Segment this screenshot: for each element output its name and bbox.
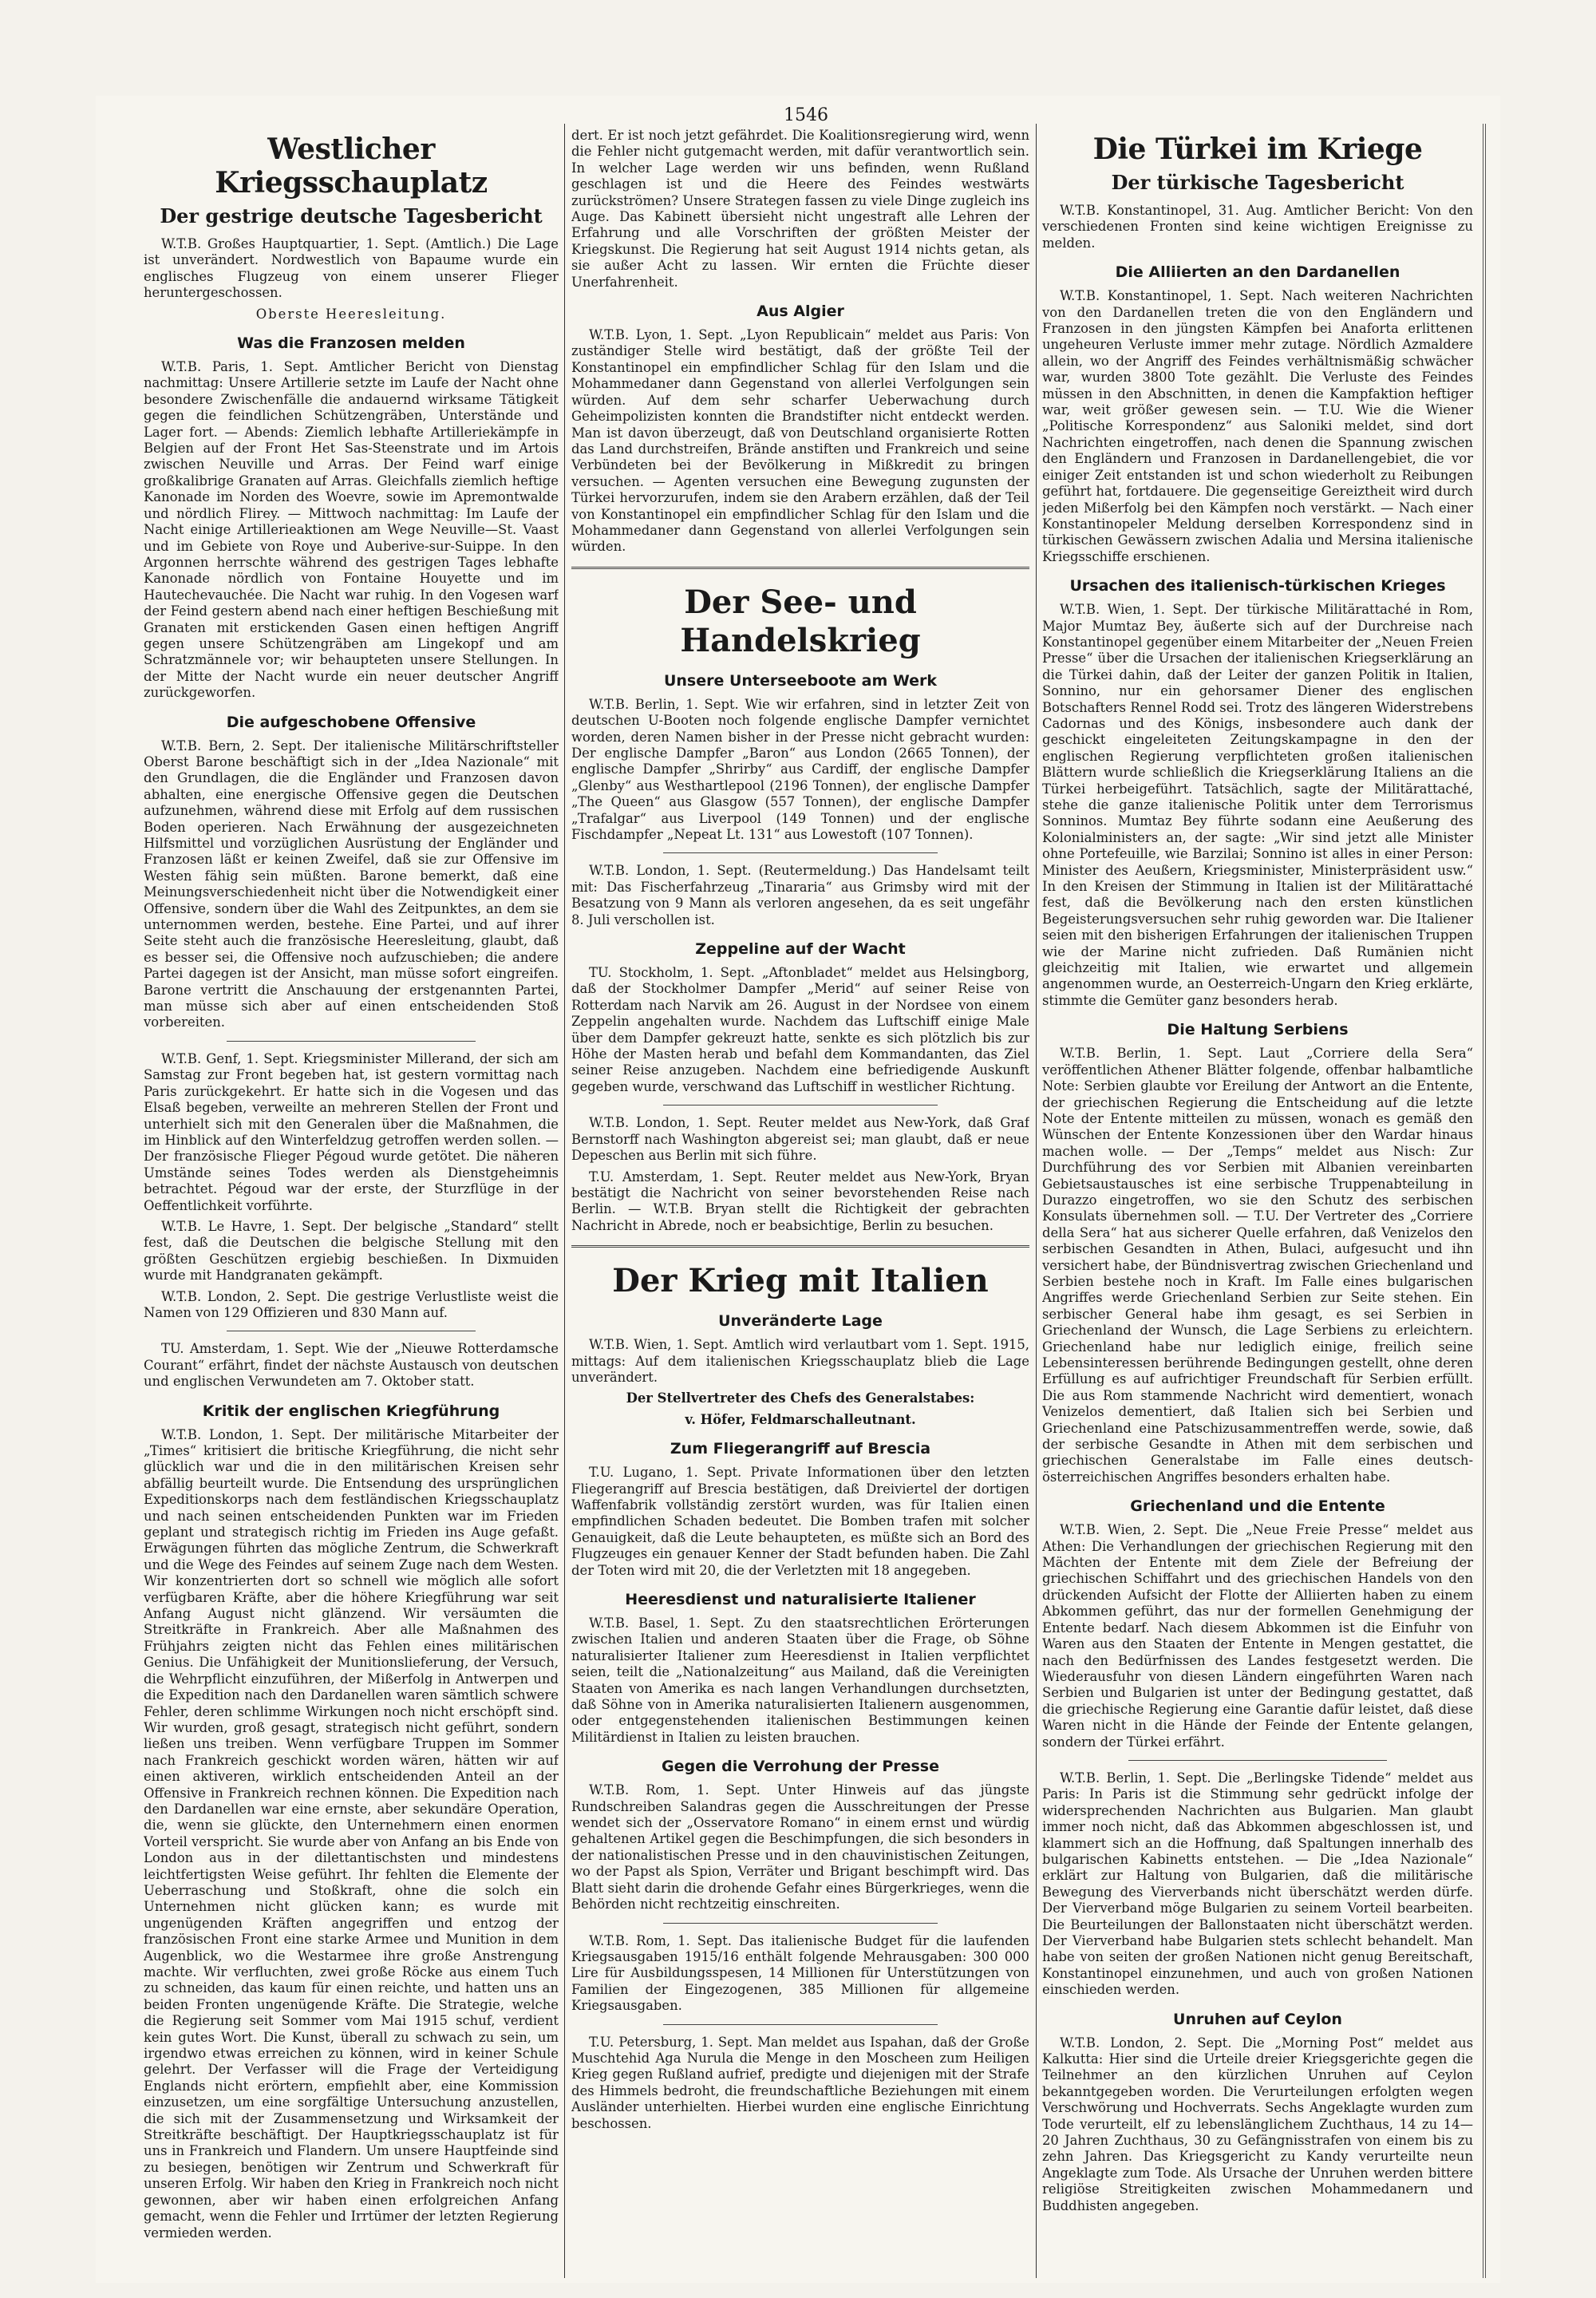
section-title: Der See- und Handelskrieg — [680, 583, 921, 659]
article-text: dert. Er ist noch jetzt gefährdet. Die Koalitionsregierung wird, wenn die Fehler nicht gutgemacht werden, mit dafür verantwortlich sein. In welcher Lage werden wir uns befinden, wenn Rußland geschlagen ist und die Heere des Feindes westwärts zurückströmen? Unsere Strategen fassen zu viele Dinge zugleich ins Auge. Das Kabinett übersieht nicht ungestraft alle Lehren der Erfahrung und alle Vorschriften der größten Meister der Kriegskunst. Die Regierung hat seit August 1914 nichts getan, als sie außer Acht zu lassen. Wir ernten die Früchte dieser Unerfahrenheit. — [571, 128, 1029, 290]
column-rule — [564, 124, 565, 2278]
article-title: Die aufgeschobene Offensive — [226, 713, 476, 731]
article-text: W.T.B. Rom, 1. Sept. Unter Hinweis auf das jüngste Rundschreiben Salandras gegen die Ausschreitungen der Presse wendet sich der „Osservatore Romano“ in einem ernst und würdig gehaltenen Artikel gegen die Beschimpfungen, die sich besonders in der nationalistischen Presse und in den chauvinistischen Zeitungen, wo der Papst als Spion, Verräter und Brigant beschimpft wird. Das Blatt sieht darin die drohende Gefahr eines Bürgerkrieges, wenn die Behörden nicht rechtzeitig einschreiten. — [571, 1782, 1029, 1912]
article-text: W.T.B. London, 1. Sept. (Reutermeldung.) Das Handelsamt teilt mit: Das Fischerfahrzeug „Tinararia“ aus Grimsby wird mit der Besatzung von 9 Mann als verloren angesehen, da es seit ungefähr 8. Juli verschollen ist. — [571, 863, 1029, 928]
article-title: Die Alliierten an den Dardanellen — [1115, 263, 1400, 282]
article-text: W.T.B. Bern, 2. Sept. Der italienische Militärschriftsteller Oberst Barone beschäftigt sich in der „Idea Nazionale“ mit den Grundlagen, die die Engländer und Franzosen davon abhalten, eine energische Offensive gegen die Deutschen aufzunehmen, während diese mit Erfolg auf dem russischen Boden operieren. Nach Erwähnung der ausgezeichneten Hilfsmittel und vorzüglichen Ausrüstung der Engländer und Franzosen läßt er keinen Zweifel, daß sie zur Offensive im Westen fähig sein müßten. Barone bemerkt, daß eine Meinungsverschiedenheit nicht über die Notwendigkeit einer Offensive, sondern über die Wahl des Zeitpunktes, an dem sie unternommen werden, bestehe. Eine Partei, und auf ihrer Seite steht auch die französische Heeresleitung, glaubt, daß es besser sei, die Offensive noch aufzuschieben; die andere Partei dagegen ist der Ansicht, man müsse sofort eingreifen. Barone vertritt die Anschauung der erstgenannten Partei, man müsse sich aber auf einen entscheidenden Stoß vorbereiten. — [144, 738, 559, 1030]
section-subtitle: Der gestrige deutsche Tagesbericht — [160, 204, 543, 227]
article-text: W.T.B. Basel, 1. Sept. Zu den staatsrechtlichen Erörterungen zwischen Italien und anderen Staaten über die Frage, ob Söhne naturalisierter Italiener zum Heeresdienst in Italien verpflichtet seien, teilt die „Nationalzeitung“ aus Mailand, daß die Vereinigten Staaten von Amerika es nach langen Verhandlungen durchsetzten, daß Söhne von in Amerika naturalisierten Italienern ausgenommen, oder entgegenstehenden italienischen Bestimmungen keinen Militärdienst in Italien zu leisten brauchen. — [571, 1616, 1029, 1745]
article-text: W.T.B. Großes Hauptquartier, 1. Sept. (Amtlich.) Die Lage ist unverändert. Nordwestlich von Bapaume wurde ein englisches Flugzeug von einem unserer Flieger heruntergeschossen. — [144, 236, 559, 301]
article-text: W.T.B. Berlin, 1. Sept. Die „Berlingske Tidende“ meldet aus Paris: In Paris ist die Stimmung sehr gedrückt infolge der widersprechenden Nachrichten aus Bulgarien. Man glaubt immer noch nicht, daß das Abkommen abgeschlossen ist, und klammert sich an die Hoffnung, daß Spaltungen innerhalb des bulgarischen Kabinetts entstehen. — Die „Idea Nazionale“ erklärt zur Haltung von Bulgarien, daß die militärische Bewegung des Vierverbands nicht überschätzt werden dürfe. Der Vierverband möge Bulgarien zu seinem Vorteil bearbeiten. Die Beurteilungen der Ballonstaaten nicht überschätzt werden. Der Vierverband habe Bulgarien stets schlecht behandelt. Man habe von seiten der großen Nationen nicht genug Bereitschaft, Konstantinopel einzunehmen, und auch von großen Nationen einschieden werden. — [1042, 1770, 1473, 1998]
article-text: W.T.B. Genf, 1. Sept. Kriegsminister Millerand, der sich am Samstag zur Front begeben hat, ist gestern vormittag nach Paris zurückgekehrt. Er hatte sich in die Vogesen und das Elsaß begeben, verweilte an mehreren Stellen der Front und unterhielt sich mit den Generalen über die Maßnahmen, die im Hinblick auf den Winterfeldzug getroffen werden sollen. — Der französische Flieger Pégoud wurde getötet. Die näheren Umstände seines Todes werden als Dienstgeheimnis betrachtet. Pégoud war der erste, der Sturzflüge in der Oeffentlichkeit vorführte. — [144, 1050, 559, 1213]
divider — [663, 852, 938, 853]
article-text: W.T.B. Berlin, 1. Sept. Laut „Corriere della Sera“ veröffentlichen Athener Blätter folgende, offenbar halbamtliche Note: Serbien glaubte vor Ereilung der Antwort an die Entente, der griechischen Regierung die Entscheidung auf die letzte Note der Entente mitteilen zu müssen, wonach es gemäß den Wünschen der Entente Konzessionen über den Wardar hinaus machen wolle. — Der „Temps“ meldet aus Nisch: Zur Durchführung des vor Serbien mit Albanien vereinbarten Gebietsaustausches ist eine serbische Truppenabteilung in Durazzo eingetroffen, wo sie den Schutz des serbischen Konsulats übernehmen soll. — T.U. Der Vertreter des „Corriere della Sera“ hat aus sicherer Quelle erfahren, daß Venizelos den serbischen Gesandten in Athen, Bulaci, aufgesucht und ihn versichert habe, der Bündnisvertrag zwischen Griechenland und Serbien bestehe noch in Kraft. Im Falle eines bulgarischen Angriffes werde Griechenland Serbien zur Seite stehen. Ein serbischer General habe ihm gesagt, es sei Serbien in Griechenland der Wunsch, die Lage Serbiens zu erleichtern. Griechenland habe nur lediglich einige, freilich seine Lebensinteressen berührende Bedingungen gestellt, ohne deren Erfüllung es auf aufrichtiger Freundschaft für Serbien erfüllt. Die aus Rom stammende Nachricht wird dementiert, wonach Venizelos dementiert, daß Italien sich bei Serbien und Griechenland eine Patschizusammentreffen werde, sowie, daß der serbische Gesandte in Athen mit dem serbischen und griechischen Generalstabe im Falle eines deutsch-österreichischen Angriffes besonders erhalten habe. — [1042, 1046, 1473, 1485]
article-text: W.T.B. London, 1. Sept. Der militärische Mitarbeiter der „Times“ kritisiert die britische Kriegführung, die nicht sehr glücklich war und die in den militärischen Kreisen sehr abfällig beurteilt wurde. Die Entsendung des ursprünglichen Expeditionskorps nach dem festländischen Kriegsschauplatz und nach seinen entscheidenden Punkten war im Frieden geplant und strategisch richtig im Frieden ins Auge gefaßt. Erwägungen führten das mögliche Zentrum, die Schwerkraft und die Wege des Feindes auf seinem Zuge nach dem Westen. Wir konzentrierten dort so schnell wie möglich alle sofort verfügbaren Kräfte, aber die höhere Kriegführung war seit Anfang August nicht glänzend. Wir versäumten die Streitkräfte in Frankreich. Aber alle Maßnahmen des Frühjahrs zeigten nicht das Fehlen eines militärischen Genius. Die Unfähigkeit der Munitionslieferung, der Versuch, die Wehrpflicht einzuführen, der Mißerfolg in Antwerpen und die Expedition nach den Dardanellen waren sämtlich schwere Fehler, deren schlimme Wirkungen noch nicht erschöpft sind. Wir wurden, groß gesagt, strategisch nicht geführt, sondern ließen uns treiben. Wenn verfügbare Truppen im Sommer nach Frankreich geschickt worden wären, hätten wir auf einen aktiveren, wirklich entscheidenden Anteil an der Offensive in Frankreich rechnen können. Die Expedition nach den Dardanellen war eine ernste, aber sekundäre Operation, die, wenn sie glückte, den Unternehmern einen enormen Vorteil verspricht. Sie wurde aber von Anfang an bis Ende von London aus in der dilettantischsten und mindestens leichtfertigsten Weise geführt. Ihr fehlten die Elemente der Ueberraschung und Stoßkraft, ohne die solch ein Unternehmen nicht glücken kann; es wurde mit ungenügenden Kräften angegriffen und entzog der französischen Front eine starke Armee und Munition in dem Augenblick, wo die Westarmee ihre große Anstrengung machte. Wir verfluchten, zwei große Röcke aus einem Tuch zu schneiden, das kaum für einen reichte, und hatten uns an beiden Fronten ungenügende Kräfte. Die Strategie, welche die Regierung seit Sommer vom Mai 1915 schuf, verdient kein gutes Wort. Die Kunst, überall zu schwach zu sein, um irgendwo etwas erreichen zu können, wird in keiner Schule gelehrt. Der Verfasser will die Frage der Verteidigung Englands nicht erörtern, empfiehlt aber, eine Kommission einzusetzen, um eine sorgfältige Untersuchung anzustellen, die sich mit der Zusammensetzung und Wirksamkeit der Streitkräfte beschäftigt. Der Hauptkriegsschauplatz ist für uns in Frankreich und Flandern. Um unsere Hauptfeinde sind zu besiegen, benötigen wir Zentrum und Schwerkraft für unseren Erfolg. Wir haben den Krieg in Frankreich noch nicht gewonnen, aber wir haben einen erfolgreichen Anfang gemacht, wenn die Fehler und Irrtümer der letzten Regierung vermieden werden. — [144, 1426, 559, 2241]
article-title: Kritik der englischen Kriegführung — [202, 1402, 500, 1420]
page-number: 1546 — [784, 105, 828, 125]
article-text: W.T.B. Wien, 1. Sept. Der türkische Militärattaché in Rom, Major Mumtaz Bey, äußerte sich auf der Durchreise nach Konstantinopel gegenüber einem Mitarbeiter der „Neuen Freien Presse“ über die Ursachen der italienischen Kriegserklärung an die Türkei dahin, daß der Leiter der ganzen Politik in Italien, Sonnino, nur ein gehorsamer Diener des englischen Botschafters Rennel Rodd sei. Trotz des längeren Widerstrebens Cadornas und des Königs, insbesondere auch dank der geschickt eingeleiteten Zeitungskampagne in den der englischen Regierung verpflichteten großen italienischen Blättern wurde schließlich die Kriegserklärung Italiens an die Türkei herbeigeführt. Tatsächlich, sagte der Militärattaché, stehe die ganze italienische Politik unter dem Terrorismus Sonninos. Mumtaz Bey führte sodann eine Aeußerung des Kolonialministers an, der sagte: „Wir sind jetzt alle Minister ohne Portefeuille, wie Barzilai; Sonnino ist alles in einer Person: Minister des Aeußern, Kriegsminister, Ministerpräsident usw.“ In den Kreisen der Stimmung in Italien ist der Militärattaché fest, daß die Bevölkerung nach den ersten künstlichen Begeisterungsversuchen sehr ruhig geworden war. Die Italiener seien mit den bisherigen Erfahrungen der italienischen Truppen wie der Marine nicht zufrieden. Daß Rumänien nicht gleichzeitig mit Italien, wie erwartet und allgemein angenommen wurde, an Oesterreich-Ungarn den Krieg erklärte, stimmte die Gemüter ganz besonders herab. — [1042, 602, 1473, 1008]
article-title: Aus Algier — [757, 303, 844, 321]
article-title: Ursachen des italienisch-türkischen Krieges — [1069, 577, 1446, 595]
divider — [663, 1923, 938, 1924]
article-title: Die Haltung Serbiens — [1167, 1021, 1349, 1039]
page-edge-rule — [1483, 124, 1486, 2278]
article-text: W.T.B. Konstantinopel, 31. Aug. Amtlicher Bericht: Von den verschiedenen Fronten sind keine wichtigen Ereignisse zu melden. — [1042, 203, 1473, 251]
divider — [571, 1245, 1029, 1248]
article-text: TU. Amsterdam, 1. Sept. Wie der „Nieuwe Rotterdamsche Courant“ erfährt, findet der nächste Austausch von deutschen und englischen Verwundeten am 7. Oktober statt. — [144, 1341, 559, 1390]
article-title: Zum Fliegerangriff auf Brescia — [670, 1440, 931, 1458]
divider — [571, 567, 1029, 569]
article-text: T.U. Petersburg, 1. Sept. Man meldet aus Ispahan, daß der Große Muschtehid Aga Nurula die Menge in den Moscheen zum Heiligen Krieg gegen Rußland aufrief, predigte und diejenigen mit der Strafe des Himmels bedroht, die freundschaftliche Beziehungen mit einem Ausländer unterhielten. Hierbei wurden eine englische Einrichtung beschossen. — [571, 2034, 1029, 2131]
section-subtitle: Unveränderte Lage — [718, 1312, 883, 1331]
column-left — [144, 128, 559, 2274]
article-text: W.T.B. Wien, 1. Sept. Amtlich wird verlautbart vom 1. Sept. 1915, mittags: Auf dem italienischen Kriegsschauplatz blieb die Lage unverändert. — [571, 1337, 1029, 1385]
article-text: W.T.B. Wien, 2. Sept. Die „Neue Freie Presse“ meldet aus Athen: Die Verhandlungen der griechischen Regierung mit den Mächten der Entente mit dem Ziele der Befreiung der griechischen Schiffahrt und des griechischen Handels von den drückenden Aufsicht der Flotte der Alliierten haben zu einem Abkommen geführt, das nur der formellen Genehmigung der Entente bedarf. Nach diesem Abkommen ist die Einfuhr von Waren aus den Staaten der Entente in Mengen gestattet, die nach den Bedürfnissen des Landes festgesetzt werden. Die Wiederausfuhr von diesen Ländern eingeführten Waren nach Serbien und Bulgarien ist unter der Bedingung gestattet, daß die griechische Regierung eine Garantie dafür leistet, daß diese Waren nicht in die Hände der Feinde der Entente gelangen, sondern der Türkei erfährt. — [1042, 1522, 1473, 1750]
article-signature: Oberste Heeresleitung. — [255, 306, 447, 322]
article-text: W.T.B. Lyon, 1. Sept. „Lyon Republicain“ meldet aus Paris: Von zuständiger Stelle wird bestätigt, daß der größte Teil der Konstantinopel ein empfindlicher Schlag für den Islam und die Mohammedaner dann Gegenstand von allerlei Verfolgungen sein würden. Auf dem sehr scharfer Ueberwachung durch Geheimpolizisten konnten die Brandstifter nicht entdeckt werden. Man ist davon überzeugt, daß von Deutschland organisierte Rotten das Land durchstreifen, Brände anstiften und Frankreich und seine Verbündeten bei der Bevölkerung in Mißkredit zu bringen versuchen. — Agenten versuchen eine Bewegung zugunsten der Türkei hervorzurufen, indem sie den Arabern erzählen, daß der Teil von Konstantinopel ein empfindlicher Schlag für den Islam und die Mohammedaner dann Gegenstand von allerlei Verfolgungen sein würden. — [571, 327, 1029, 555]
article-text: W.T.B. London, 2. Sept. Die „Morning Post“ meldet aus Kalkutta: Hier sind die Urteile dreier Kriegsgerichte gegen die Teilnehmer an den kürzlichen Unruhen auf Ceylon bekanntgegeben worden. Die Verurteilungen erfolgten wegen Verschwörung und Hochverrats. Sechs Angeklagte wurden zum Tode verurteilt, elf zu lebenslänglichem Zuchthaus, 14 zu 14—20 Jahren Zuchthaus, 30 zu Gefängnisstrafen von einem bis zu zehn Jahren. Das Kriegsgericht zu Kandy verurteilte neun Angeklagte zum Tode. Als Ursache der Unruhen werden bittere religiöse Streitigkeiten zwischen Mohammedanern und Buddhisten angegeben. — [1042, 2035, 1473, 2213]
article-text: T.U. Lugano, 1. Sept. Private Informationen über den letzten Fliegerangriff auf Brescia bestätigen, daß Dreiviertel der dortigen Waffenfabrik vollständig zerstört wurden, was für Italien einen empfindlichen Schaden bedeutet. Die Bomben trafen mit solcher Genauigkeit, daß die Leute behaupteten, es müßte sich an Bord des Flugzeuges ein genauer Kenner der Stadt befunden haben. Die Zahl der Toten wird mit 20, die der Verletzten mit 18 angegeben. — [571, 1465, 1029, 1578]
article-text: TU. Stockholm, 1. Sept. „Aftonbladet“ meldet aus Helsingborg, daß der Stockholmer Dampfer „Merid“ auf seiner Reise von Rotterdam nach Narvik am 26. August in der Nordsee von einem Zeppelin angehalten wurde. Nachdem das Luftschiff einige Male über dem Dampfer gekreuzt hatte, senkte es sich plötzlich bis zur Höhe der Masten herab und befahl dem Kommandanten, das Ziel seiner Reise anzugeben. Nachdem eine befriedigende Auskunft gegeben wurde, verschwand das Luftschiff in westlicher Richtung. — [571, 965, 1029, 1094]
divider — [1128, 1760, 1387, 1761]
article-text: W.T.B. Konstantinopel, 1. Sept. Nach weiteren Nachrichten von den Dardanellen treten die von den Engländern und Franzosen in den jüngsten Kämpfen bei Anaforta erlittenen ungeheuren Verluste immer mehr zutage. Nördlich Azmaldere allein, wo der Angriff des Feindes verhältnismäßig schwächer war, wurden 3800 Tote gezählt. Die Verluste des Feindes müssen in den Abschnitten, in denen die Kampfaktion heftiger war, weit größer gewesen sein. — T.U. Wie die Wiener „Politische Korrespondenz“ aus Saloniki meldet, sind dort Nachrichten eingetroffen, nach denen die Spannung zwischen den Engländern und Franzosen in Dardanellengebiet, die vor einiger Zeit entstanden ist und schon wiederholt zu Reibungen geführt hat, fortdauere. Die gegenseitige Gereiztheit wird durch jeden Mißerfolg bei den Kämpfen noch verstärkt. — Nach einer Konstantinopeler Meldung derselben Korrespondenz sind in türkischen Gewässern zwischen Adalia und Mersina italienische Kriegsschiffe erschienen. — [1042, 288, 1473, 564]
column-middle — [571, 128, 1029, 2274]
article-text: T.U. Amsterdam, 1. Sept. Reuter meldet aus New-York, Bryan bestätigt die Nachricht von seiner bevorstehenden Reise nach Berlin. — W.T.B. Bryan stellt die Richtigkeit der gebrachten Nachricht in Abrede, noch er beabsichtige, Berlin zu besuchen. — [571, 1169, 1029, 1233]
column-rule — [1036, 124, 1037, 2278]
article-title: Heeresdienst und naturalisierte Italiener — [625, 1591, 976, 1608]
article-title: Zeppeline auf der Wacht — [695, 940, 906, 959]
divider — [663, 2024, 938, 2025]
article-title: Gegen die Verrohung der Presse — [661, 1758, 940, 1776]
divider — [227, 1041, 476, 1042]
article-text: W.T.B. Rom, 1. Sept. Das italienische Budget für die laufenden Kriegsausgaben 1915/16 enthält folgende Mehrausgaben: 300 000 Lire für Ausbildungsspesen, 14 Millionen für Unterstützungen von Familien der Eingezogenen, 385 Millionen für allgemeine Kriegsausgaben. — [571, 1932, 1029, 2014]
article-text: W.T.B. London, 2. Sept. Die gestrige Verlustliste weist die Namen von 129 Offizieren und 830 Mann auf. — [144, 1288, 559, 1320]
section-title: Die Türkei im Kriege — [1092, 133, 1423, 166]
article-text: W.T.B. Paris, 1. Sept. Amtlicher Bericht von Dienstag nachmittag: Unsere Artillerie setzte im Laufe der Nacht ohne besondere Zwischenfälle die andauernd wirksame Tätigkeit gegen die feindlichen Schützengräben, Unterstände und Lager fort. — Abends: Ziemlich lebhafte Artilleriekämpfe in Belgien auf der Front Het Sas-Steenstrate und im Artois zwischen Neuville und Arras. Der Feind warf einige großkalibrige Granaten auf Arras. Gleichfalls ziemlich heftige Kanonade im Norden des Woevre, sowie im Apremontwalde und nördlich Flirey. — Mittwoch nachmittag: Im Laufe der Nacht einige Artillerieaktionen am Wege Neuville—St. Vaast und im Gebiete von Roye und Auberive-sur-Suippe. In den Argonnen herrschte während des gestrigen Tages lebhafte Kanonade nördlich von Fontaine Houyette und im Hautechevauchée. Die Nacht war ruhig. In den Vogesen warf der Feind gestern abend nach einer heftigen Beschießung mit Granaten mit erstickenden Gasen einen heftigen Angriff gegen unsere Schützengräben am Lingekopf und am Schratzmännele vor; wir behaupteten unsere Stellungen. In der Mitte der Nacht wurde ein neuer deutscher Angriff zurückgeworfen. — [144, 359, 559, 701]
section-title: Der Krieg mit Italien — [612, 1262, 989, 1300]
section-subtitle: Der türkische Tagesbericht — [1111, 171, 1404, 194]
article-text: W.T.B. London, 1. Sept. Reuter meldet aus New-York, daß Graf Bernstorff nach Washington abgereist sei; man glaubt, daß er neue Depeschen aus Berlin mit sich führe. — [571, 1115, 1029, 1164]
article-title: Griechenland und die Entente — [1130, 1497, 1385, 1516]
section-subtitle: Unsere Unterseeboote am Werk — [663, 671, 938, 690]
section-title: Westlicher Kriegsschauplatz — [215, 133, 488, 200]
article-signature: v. Höfer, Feldmarschalleutnant. — [685, 1411, 916, 1427]
article-text: W.T.B. Berlin, 1. Sept. Wie wir erfahren, sind in letzter Zeit von deutschen U-Booten noch folgende englische Dampfer vernichtet worden, deren Namen bisher in der Presse nicht gebracht wurden: Der englische Dampfer „Baron“ aus London (2665 Tonnen), der englische Dampfer „Shrirby“ aus Cardiff, der englische Dampfer „Glenby“ aus Westhartlepool (2196 Tonnen), der englische Dampfer „The Queen“ aus Glasgow (557 Tonnen), der englische Dampfer „Trafalgar“ aus Liverpool (149 Tonnen) und der englische Fischdampfer „Nepeat Lt. 131“ aus Lowestoft (107 Tonnen). — [571, 696, 1029, 842]
article-text: W.T.B. Le Havre, 1. Sept. Der belgische „Standard“ stellt fest, daß die Deutschen die belgische Stellung mit den größten Geschützen ergiebig beschießen. In Dixmuiden wurde mit Handgranaten gekämpft. — [144, 1218, 559, 1283]
article-signature: Der Stellvertreter des Chefs des Generalstabes: — [626, 1390, 975, 1406]
article-title: Was die Franzosen melden — [237, 334, 465, 353]
article-title: Unruhen auf Ceylon — [1173, 2010, 1342, 2028]
column-right — [1042, 128, 1473, 2274]
